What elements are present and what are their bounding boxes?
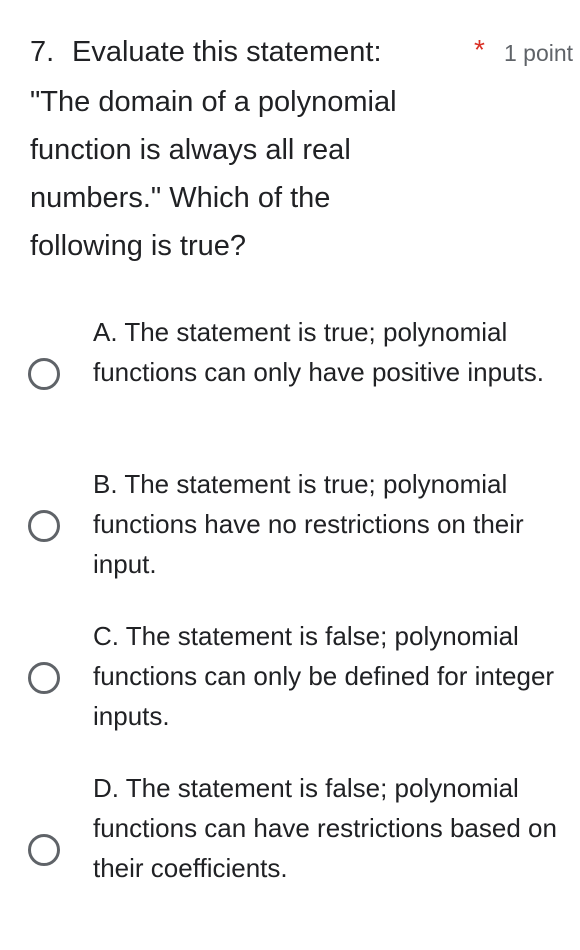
question-card bbox=[30, 28, 575, 262]
option-label: D. The statement is false; polynomial functions can have restrictions based on their coefficients. bbox=[93, 773, 557, 883]
option-label: A. The statement is true; polynomial functions can only have positive inputs. bbox=[93, 317, 544, 387]
question-header bbox=[30, 28, 575, 78]
points-label: 1 point bbox=[504, 40, 574, 66]
option-label: B. The statement is true; polynomial functions have no restrictions on their input. bbox=[93, 469, 524, 579]
radio-button-icon[interactable] bbox=[28, 662, 60, 694]
question-number: 7. bbox=[30, 36, 55, 68]
radio-button-icon[interactable] bbox=[28, 358, 60, 390]
radio-button-icon[interactable] bbox=[28, 510, 60, 542]
question-body: "The domain of a polynomial function is always all real numbers." Which of the following is true? bbox=[30, 86, 397, 262]
required-asterisk: * bbox=[474, 34, 485, 65]
radio-button-icon[interactable] bbox=[28, 834, 60, 866]
question-title: Evaluate this statement: bbox=[72, 36, 382, 68]
option-label: C. The statement is false; polynomial functions can only be defined for integer inputs. bbox=[93, 621, 555, 731]
